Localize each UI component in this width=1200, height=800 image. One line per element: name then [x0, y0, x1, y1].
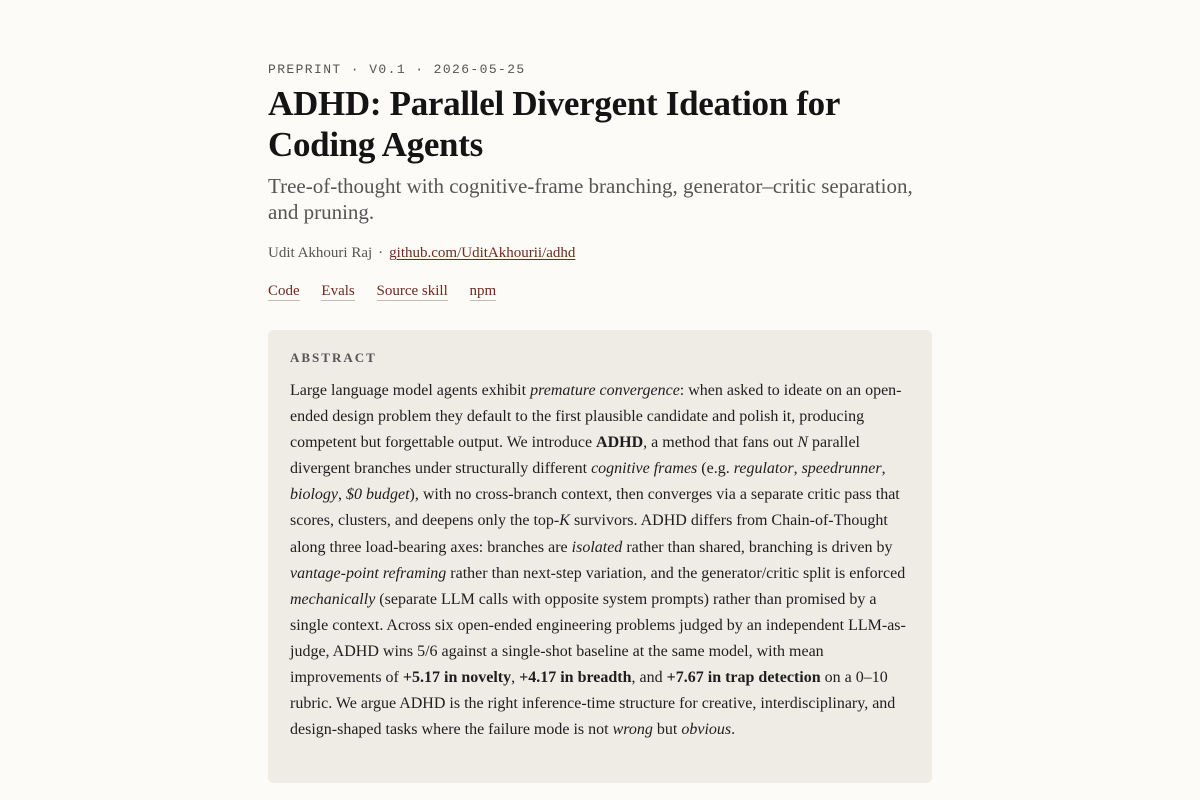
nav-link-evals[interactable]: Evals	[321, 283, 355, 299]
abstract-body	[290, 378, 910, 743]
abstract-emphasis: regulator	[733, 460, 794, 478]
abstract-text: survivors. ADHD differs from Chain-of-Thought along three load-bearing axes: branches are	[290, 512, 888, 556]
nav-link-npm[interactable]: npm	[469, 283, 497, 299]
abstract-box	[268, 330, 932, 783]
abstract-text: Large language model agents exhibit	[290, 382, 531, 399]
abstract-strong: +5.17 in novelty	[402, 669, 512, 687]
abstract-emphasis: mechanically	[290, 590, 376, 608]
author-separator: ·	[378, 245, 384, 261]
abstract-emphasis: cognitive frames	[591, 460, 698, 478]
abstract-text: : when asked to ideate on an open-ended design problem they default to the first plausible candidate and polish it, producing competent but forgettable output. We introduce	[290, 382, 902, 452]
abstract-strong: +7.67 in trap detection	[666, 669, 821, 687]
abstract-text: , and	[631, 669, 667, 687]
abstract-emphasis: speedrunner	[801, 460, 882, 478]
abstract-emphasis: wrong	[612, 721, 653, 739]
preprint-meta: PREPRINT · V0.1 · 2026-05-25	[268, 62, 526, 77]
abstract-text: rather than shared, branching is driven by	[622, 538, 893, 556]
abstract-label: ABSTRACT	[290, 350, 377, 365]
abstract-emphasis: obvious	[681, 721, 732, 739]
paper-title: ADHD: Parallel Divergent Ideation for Coding Agents	[268, 84, 840, 164]
nav-links	[268, 283, 932, 300]
abstract-emphasis: vantage-point reframing	[290, 564, 447, 582]
abstract-text: ,	[511, 669, 520, 687]
abstract-text: parallel divergent branches under structurally different	[290, 434, 860, 478]
abstract-text: ,	[881, 460, 886, 478]
author-line	[268, 245, 932, 262]
abstract-text: but	[652, 721, 682, 739]
abstract-emphasis: biology	[290, 486, 338, 504]
abstract-text: (separate LLM calls with opposite system prompts) rather than promised by a single context. Across six open-ended engineering problems judged by an independent LLM-as-judge, ADHD wins 5/6 against a single-shot baseline at the same model, with mean improvements of	[290, 590, 906, 687]
author-name: Udit Akhouri Raj	[268, 245, 373, 261]
abstract-emphasis: isolated	[571, 538, 623, 556]
repo-link[interactable]: github.com/UditAkhourii/adhd	[389, 245, 576, 261]
abstract-text: ,	[793, 460, 802, 478]
abstract-emphasis: premature convergence	[530, 382, 680, 399]
abstract-strong: ADHD	[596, 434, 644, 452]
abstract-text: ,	[338, 486, 346, 504]
abstract-text: (e.g.	[697, 460, 734, 478]
abstract-emphasis: K	[559, 512, 570, 530]
abstract-text: ), with no cross-branch context, then converges via a separate critic pass that scores, clusters, and deepens only the top-	[290, 486, 900, 530]
abstract-emphasis: $0 budget	[346, 486, 410, 504]
paper-subtitle: Tree-of-thought with cognitive-frame branching, generator–critic separation, and pruning.	[268, 174, 913, 224]
abstract-strong: +4.17 in breadth	[519, 669, 632, 687]
nav-link-code[interactable]: Code	[268, 283, 300, 299]
nav-link-source-skill[interactable]: Source skill	[376, 283, 448, 299]
abstract-text: .	[731, 721, 736, 739]
abstract-text: rather than next-step variation, and the generator/critic split is enforced	[446, 564, 906, 582]
abstract-text: , a method that fans out	[643, 434, 798, 452]
paper-page	[268, 0, 932, 783]
abstract-text: on a 0–10 rubric. We argue ADHD is the right inference-time structure for creative, interdisciplinary, and design-shaped tasks where the failure mode is not	[290, 669, 896, 739]
abstract-emphasis: N	[797, 434, 809, 452]
